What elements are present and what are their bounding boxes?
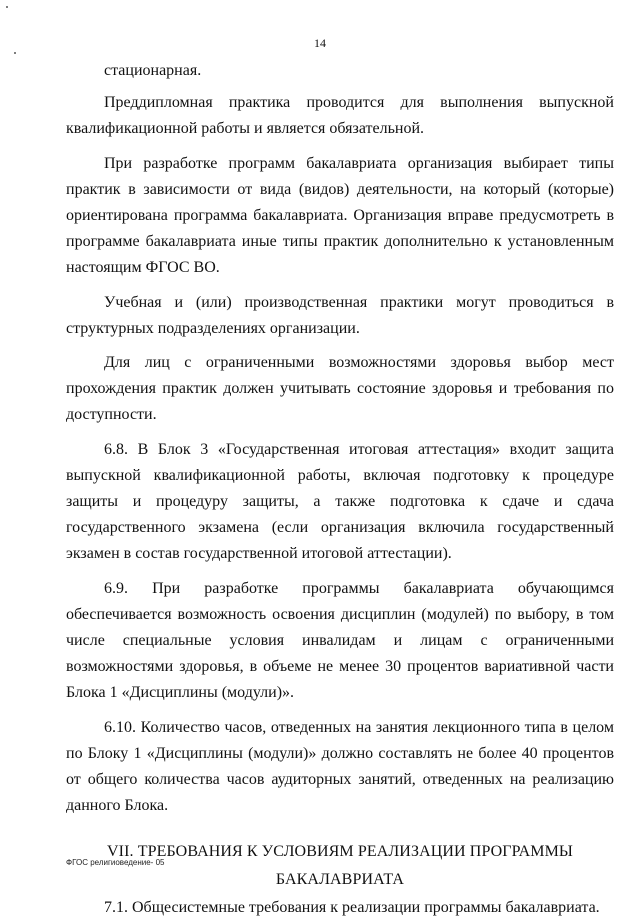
- section-heading-line-2: БАКАЛАВРИАТА: [275, 871, 405, 889]
- document-body: [66, 58, 614, 922]
- section-heading-line-1: VII. ТРЕБОВАНИЯ К УСЛОВИЯМ РЕАЛИЗАЦИИ ПРОГРАММЫ: [107, 843, 573, 861]
- paragraph-6-9: 6.9. При разработке программы бакалавриата обучающимся обеспечивается возможность освоения дисциплин (модулей) по выбору, в том числе специальные условия инвалидам и лицам с ограниченными возможностями здоровья, в объеме не менее 30 процентов вариативной части Блока 1 «Дисциплины (модули)».: [66, 579, 614, 702]
- paragraph-structural-units: Учебная и (или) производственная практики могут проводиться в структурных подразделениях организации.: [66, 293, 614, 337]
- subsection-7-1: 7.1. Общесистемные требования к реализации программы бакалавриата.: [104, 899, 600, 917]
- paragraph-6-8: 6.8. В Блок 3 «Государственная итоговая аттестация» входит защита выпускной квалификационной работы, включая подготовку к процедуре защиты и процедуру защиты, а также подготовка к сдаче и сдача государственного экзамена (если организация включила государственный экзамен в состав государственной итоговой аттестации).: [66, 440, 614, 563]
- scan-artifact: [14, 52, 16, 54]
- paragraph-6-10: 6.10. Количество часов, отведенных на занятия лекционного типа в целом по Блоку 1 «Дисциплины (модули)» должно составлять не более 40 процентов от общего количества часов аудиторных занятий, отведенных на реализацию данного Блока.: [66, 718, 614, 815]
- page-number: 14: [314, 36, 326, 50]
- scan-artifact: [6, 6, 8, 8]
- paragraph-prediploma-practice: Преддипломная практика проводится для выполнения выпускной квалификационной работы и является обязательной.: [66, 94, 614, 138]
- paragraph-disabilities: Для лиц с ограниченными возможностями здоровья выбор мест прохождения практик должен учитывать состояние здоровья и требования по доступности.: [66, 354, 614, 424]
- footer-label: ФГОС религиоведение- 05: [66, 858, 165, 867]
- paragraph-continuation: стационарная.: [104, 62, 202, 79]
- paragraph-practice-types: При разработке программ бакалавриата организация выбирает типы практик в зависимости от вида (видов) деятельности, на который (которые) ориентирована программа бакалавриата. Организация вправе предусмотреть в программе бакалавриата иные типы практик дополнительно к установленным настоящим ФГОС ВО.: [66, 154, 614, 277]
